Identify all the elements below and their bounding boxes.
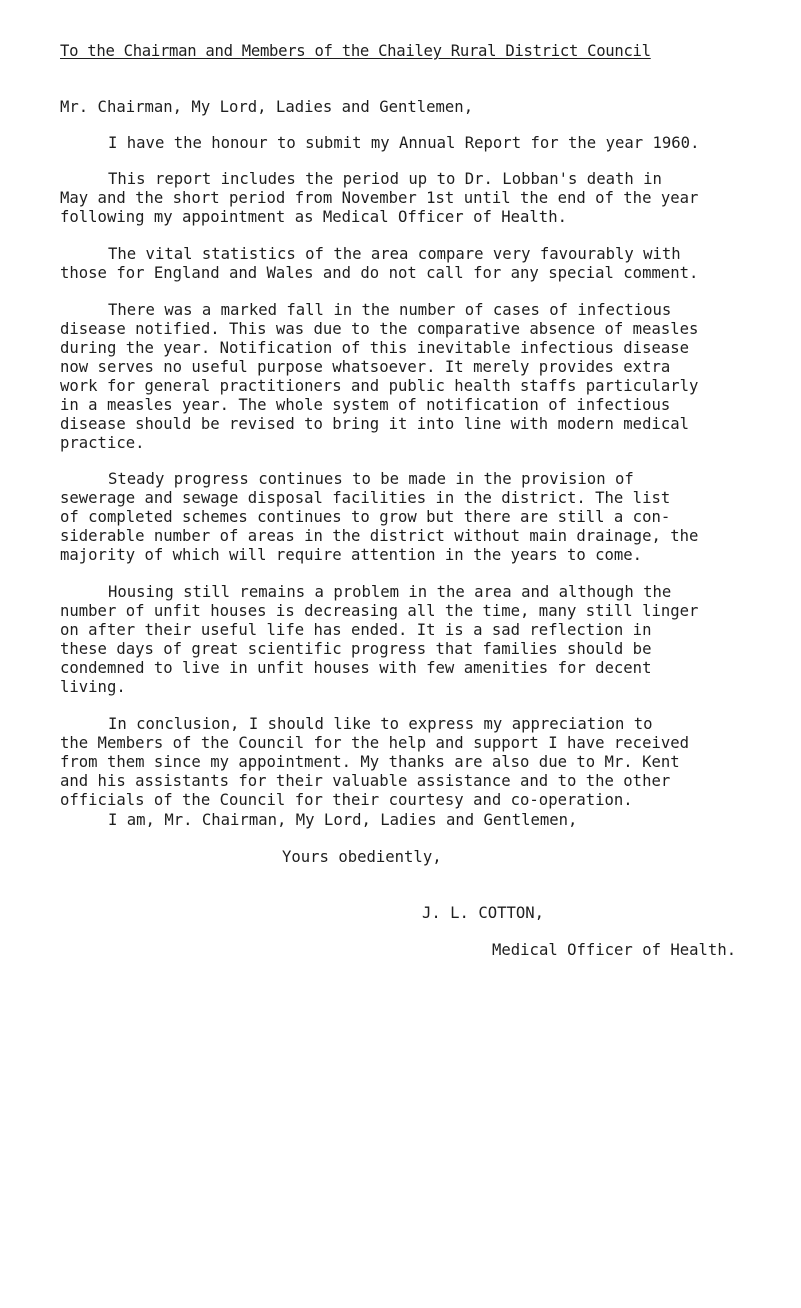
paragraph-line: The vital statistics of the area compare very favourably with (108, 245, 681, 263)
paragraph-line: practice. (60, 434, 145, 452)
salutation (60, 98, 772, 117)
paragraph-line: and his assistants for their valuable assistance and to the other (60, 772, 671, 790)
paragraph-line: officials of the Council for their courtesy and co-operation. (60, 791, 633, 809)
paragraph-line: May and the short period from November 1st until the end of the year (60, 189, 699, 207)
paragraph-line: living. (60, 678, 126, 696)
paragraph-conclusion (60, 715, 772, 810)
paragraph-line: disease notified. This was due to the comparative absence of measles (60, 320, 699, 338)
paragraph-line: Housing still remains a problem in the area and although the (108, 583, 672, 601)
paragraph-line: This report includes the period up to Dr. Lobban's death in (108, 170, 662, 188)
paragraph-line: on after their useful life has ended. It is a sad reflection in (60, 621, 652, 639)
paragraph-line: work for general practitioners and public health staffs particularly (60, 377, 699, 395)
letter-heading: To the Chairman and Members of the Chailey Rural District Council (60, 42, 651, 60)
valediction: Yours obediently, (282, 848, 442, 866)
signatory-name: J. L. COTTON, (422, 904, 545, 922)
paragraph-line: majority of which will require attention in the years to come. (60, 546, 643, 564)
paragraph-line: during the year. Notification of this inevitable infectious disease (60, 339, 690, 357)
signatory-title: Medical Officer of Health. (492, 941, 737, 959)
paragraph-line: condemned to live in unfit houses with few amenities for decent (60, 659, 652, 677)
paragraph-line: following my appointment as Medical Officer of Health. (60, 208, 567, 226)
paragraph-line: the Members of the Council for the help and support I have received (60, 734, 690, 752)
salutation-line: Mr. Chairman, My Lord, Ladies and Gentlemen, (60, 98, 474, 116)
paragraph-housing (60, 583, 772, 697)
paragraph-line: in a measles year. The whole system of notification of infectious (60, 396, 671, 414)
paragraph-intro (60, 134, 772, 153)
paragraph-line: There was a marked fall in the number of cases of infectious (108, 301, 672, 319)
paragraph-line: of completed schemes continues to grow but there are still a con- (60, 508, 671, 526)
paragraph-sewerage (60, 470, 772, 565)
paragraph-line: from them since my appointment. My thanks are also due to Mr. Kent (60, 753, 680, 771)
paragraph-line: Steady progress continues to be made in the provision of (108, 470, 634, 488)
paragraph-line: those for England and Wales and do not call for any special comment. (60, 264, 699, 282)
paragraph-period (60, 170, 772, 227)
closing-line: I am, Mr. Chairman, My Lord, Ladies and Gentlemen, (108, 811, 578, 829)
paragraph-line: disease should be revised to bring it into line with modern medical (60, 415, 690, 433)
paragraph-line: siderable number of areas in the district without main drainage, the (60, 527, 699, 545)
paragraph-vital-statistics (60, 245, 772, 283)
paragraph-line: sewerage and sewage disposal facilities in the district. The list (60, 489, 671, 507)
paragraph-line: number of unfit houses is decreasing all the time, many still linger (60, 602, 699, 620)
paragraph-infectious-disease (60, 301, 772, 453)
paragraph-line: now serves no useful purpose whatsoever. It merely provides extra (60, 358, 671, 376)
paragraph-line: these days of great scientific progress that families should be (60, 640, 652, 658)
paragraph-line: I have the honour to submit my Annual Report for the year 1960. (108, 134, 700, 152)
paragraph-line: In conclusion, I should like to express my appreciation to (108, 715, 653, 733)
